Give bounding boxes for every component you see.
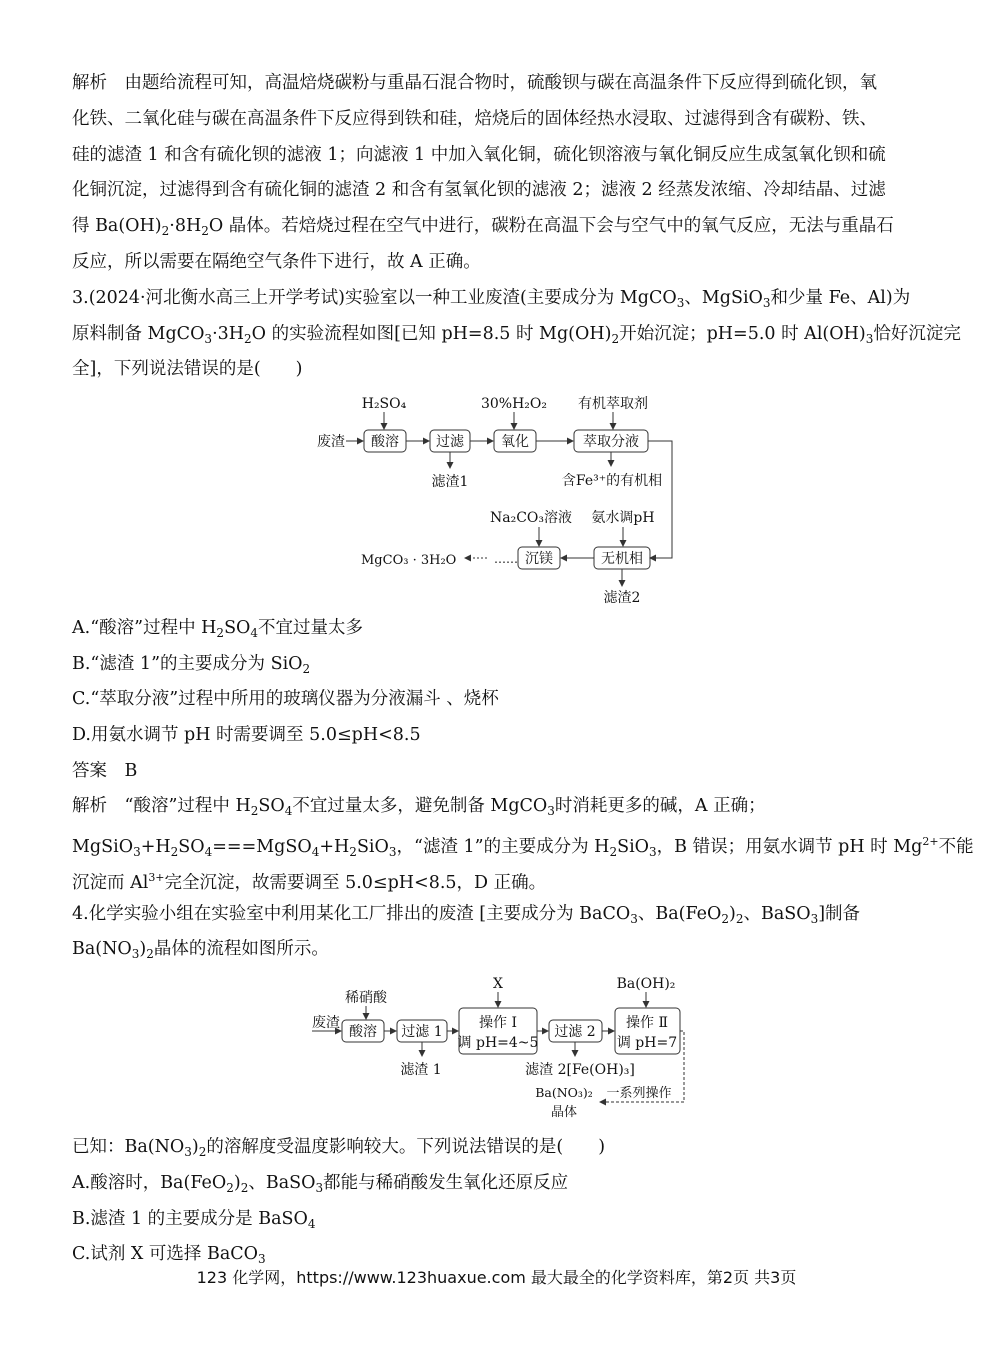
option-c: C.“萃取分液”过程中所用的玻璃仪器为分液漏斗 、烧杯 [72,689,499,709]
filter-label: 过滤 [436,434,464,450]
extractant-label: 有机萃取剂 [578,396,648,412]
inorganic-phase-label: 无机相 [601,551,643,567]
na2co3-label: Na₂CO₃溶液 [489,510,573,526]
baoh2-label: Ba(OH)₂ [616,976,676,992]
flow-diagram-q3 [300,390,690,610]
explanation-line: $MgSiO_3+H_2SO_4===MgSO_4+H_2SiO_3$，“滤渣 1”的主要成分为 $H_2SiO_3$，B 错误；用氨水调节 pH 时 $Mg^{2+}$不能 [72,835,974,859]
op1-label: 操作 Ⅰ [479,1015,517,1031]
explanation-line: 反应，所以需要在隔绝空气条件下进行，故 A 正确。 [72,252,481,272]
extract-label: 萃取分液 [583,434,639,450]
option-d: D.用氨水调节 pH 时需要调至 5.0≤pH<8.5 [72,725,421,745]
option-b: B.“滤渣 1”的主要成分为 SiO$_2$ [72,654,311,676]
feed-label: 废渣 [317,434,345,450]
question-3-stem: 全]，下列说法错误的是( ) [72,359,303,379]
product-label: Ba(NO₃)₂ [535,1085,593,1100]
series-ops-label: 一系列操作 [606,1086,672,1101]
op1-ph-label: 调 pH=4~5 [457,1035,539,1051]
acid-dissolve-label: 酸溶 [349,1024,377,1040]
acid-label: 稀硝酸 [345,990,387,1006]
option-b: B.滤渣 1 的主要成分是 BaSO$_4$ [72,1209,316,1231]
page-footer: 123 化学网，https://www.123huaxue.com 最大最全的化学资料库，第2页 共3页 [196,1268,797,1287]
explanation-line: 解析 “酸溶”过程中 $H_2SO_4$不宜过量太多，避免制备 MgCO$_3$时消耗更多的碱，A 正确； [72,796,766,818]
h2so4-label: H₂SO₄ [361,396,407,412]
explanation-line: 得 $Ba(OH)_2\cdot 8H_2O$ 晶体。若焙烧过程在空气中进行，碳粉在高温下会与空气中的氧气反应，无法与重晶石 [72,216,894,238]
filter2-label: 过滤 2 [554,1024,596,1040]
question-4-stem: $Ba(NO_3)_2$晶体的流程如图所示。 [72,939,329,961]
explanation-line: 硅的滤渣 1 和含有硫化钡的滤液 1；向滤液 1 中加入氧化铜，硫化钡溶液与氧化铜反应生成氢氧化钡和硫 [72,145,886,165]
option-a: A.酸溶时，$Ba(FeO_2)_2$、BaSO$_3$都能与稀硝酸发生氧化还原反应 [72,1173,569,1195]
answer: 答案 B [72,761,138,781]
known-condition: 已知：$Ba(NO_3)_2$的溶解度受温度影响较大。下列说法错误的是( ) [72,1137,606,1159]
precip-mg-label: 沉镁 [525,551,553,567]
h2o2-label: 30%H₂O₂ [480,396,548,412]
explanation-line: 化铁、二氧化硅与碳在高温条件下反应得到铁和硅，焙烧后的固体经热水浸取、过滤得到含有碳粉、铁、 [72,109,877,129]
op2-ph-label: 调 pH=7 [616,1035,678,1051]
explanation-line: 解析 由题给流程可知，高温焙烧碳粉与重晶石混合物时，硫酸钡与碳在高温条件下反应得到硫化钡，氧 [72,73,877,93]
organic-phase-label: 含Fe³⁺的有机相 [561,473,663,489]
explanation-line: 沉淀而 $Al^{3+}$完全沉淀，故需要调至 5.0≤pH<8.5，D 正确。 [72,871,547,893]
residue1-label: 滤渣1 [431,474,469,490]
question-3-stem: 原料制备 $MgCO_3\cdot 3H_2O$ 的实验流程如图[已知 pH=8.5 时 $Mg(OH)_2$开始沉淀；pH=5.0 时 $Al(OH)_3$恰好沉淀完 [72,324,961,346]
option-c: C.试剂 X 可选择 BaCO$_3$ [72,1244,266,1266]
flow-diagram-q4 [305,970,695,1125]
oxidize-label: 氧化 [501,434,529,450]
filter1-label: 过滤 1 [401,1024,443,1040]
ammonia-label: 氨水调pH [591,510,655,526]
question-3-stem: 3.(2024·河北衡水高三上开学考试)实验室以一种工业废渣(主要成分为 MgCO$_3$、MgSiO$_3$和少量 Fe、Al)为 [72,288,911,310]
acid-dissolve-label: 酸溶 [371,434,399,450]
residue2-label: 滤渣 2[Fe(OH)₃] [525,1062,635,1078]
dots-label: …… [494,552,518,566]
explanation-line: 化铜沉淀，过滤得到含有硫化铜的滤渣 2 和含有氢氧化钡的滤液 2；滤液 2 经蒸发浓缩、冷却结晶、过滤 [72,180,886,200]
product-crystal-label: 晶体 [550,1105,578,1120]
question-4-stem: 4.化学实验小组在实验室中利用某化工厂排出的废渣 [主要成分为 BaCO$_3$、$Ba(FeO_2)_2$、BaSO$_3$]制备 [72,904,861,926]
residue1-label: 滤渣 1 [400,1062,442,1078]
op2-label: 操作 Ⅱ [626,1015,668,1031]
option-a: A.“酸溶”过程中 $H_2SO_4$不宜过量太多 [72,618,364,640]
product-label: MgCO₃ · 3H₂O [361,553,457,568]
residue2-label: 滤渣2 [603,590,641,606]
reagent-x-label: X [493,976,503,992]
feed-label: 废渣 [312,1015,340,1031]
